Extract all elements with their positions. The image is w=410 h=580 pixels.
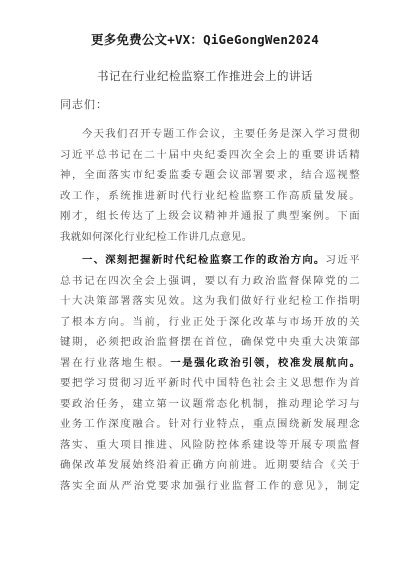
- heading-trailing-text: 习近平: [325, 254, 360, 266]
- paragraph-2-line: 总书记在四次全会上强调，要以有力政治监督保障党的二: [60, 274, 360, 287]
- paragraph-2-line: 落实全面从严治党要求加强行业监督工作的意见》，制定: [60, 479, 360, 492]
- paragraph-1-line: 今天我们召开专题工作会议，主要任务是深入学习贯彻: [82, 128, 360, 140]
- document-body: [60, 124, 360, 496]
- paragraph-2-line: 落实、重大项目推进、风险防控体系建设等开展专项监督: [60, 438, 360, 451]
- paragraph-2-mixed-line: [60, 353, 360, 374]
- paragraph-2-line: 业务工作深度融合。针对行业特点，重点围绕新发展理念: [60, 418, 360, 430]
- paragraph-2-line: 要把学习贯彻习近平新时代中国特色社会主义思想作为首: [60, 377, 360, 389]
- subheading: 一是强化政治引领，校准发展航向。: [170, 356, 361, 369]
- document-title: 书记在行业纪检监察工作推进会上的讲话: [97, 69, 313, 83]
- paragraph-2-line: 十大决策部署落实见效。这为我们做好行业纪检工作指明: [60, 295, 360, 307]
- paragraph-1-line: 我就如何深化行业纪检工作讲几点意见。: [60, 230, 253, 243]
- subheading-leading-text: 署在行业落地生根。: [60, 356, 171, 369]
- salutation: 同志们：: [60, 98, 108, 111]
- paragraph-1-line: 神，全面落实市纪委监委专题会议部署要求，结合巡视整: [60, 169, 360, 181]
- paragraph-1-line: 改工作，系统推进新时代行业纪检监察工作高质量发展。: [60, 189, 360, 202]
- watermark-header: 更多免费公文+VX：QiGeGongWen2024: [91, 32, 319, 47]
- section-heading: 一、深刻把握新时代纪检监察工作的政治方向。: [82, 254, 326, 266]
- paragraph-2-line: 键期，必须把政治监督摆在首位，确保党中央重大决策部: [60, 336, 360, 348]
- paragraph-2-line: 了根本方向。当前，行业正处于深化改革与市场开放的关: [60, 315, 360, 328]
- paragraph-2-first-line: [60, 250, 360, 271]
- paragraph-1-line: 刚才，组长传达了上级会议精神并通报了典型案例。下面: [60, 210, 360, 222]
- paragraph-1-line: 习近平总书记在二十届中央纪委四次全会上的重要讲话精: [60, 148, 360, 161]
- paragraph-2-line: 确保改革发展始终沿着正确方向前进。近期要结合《关于: [60, 459, 360, 471]
- paragraph-2-line: 要政治任务，建立第一议题常态化机制，推动理论学习与: [60, 397, 360, 410]
